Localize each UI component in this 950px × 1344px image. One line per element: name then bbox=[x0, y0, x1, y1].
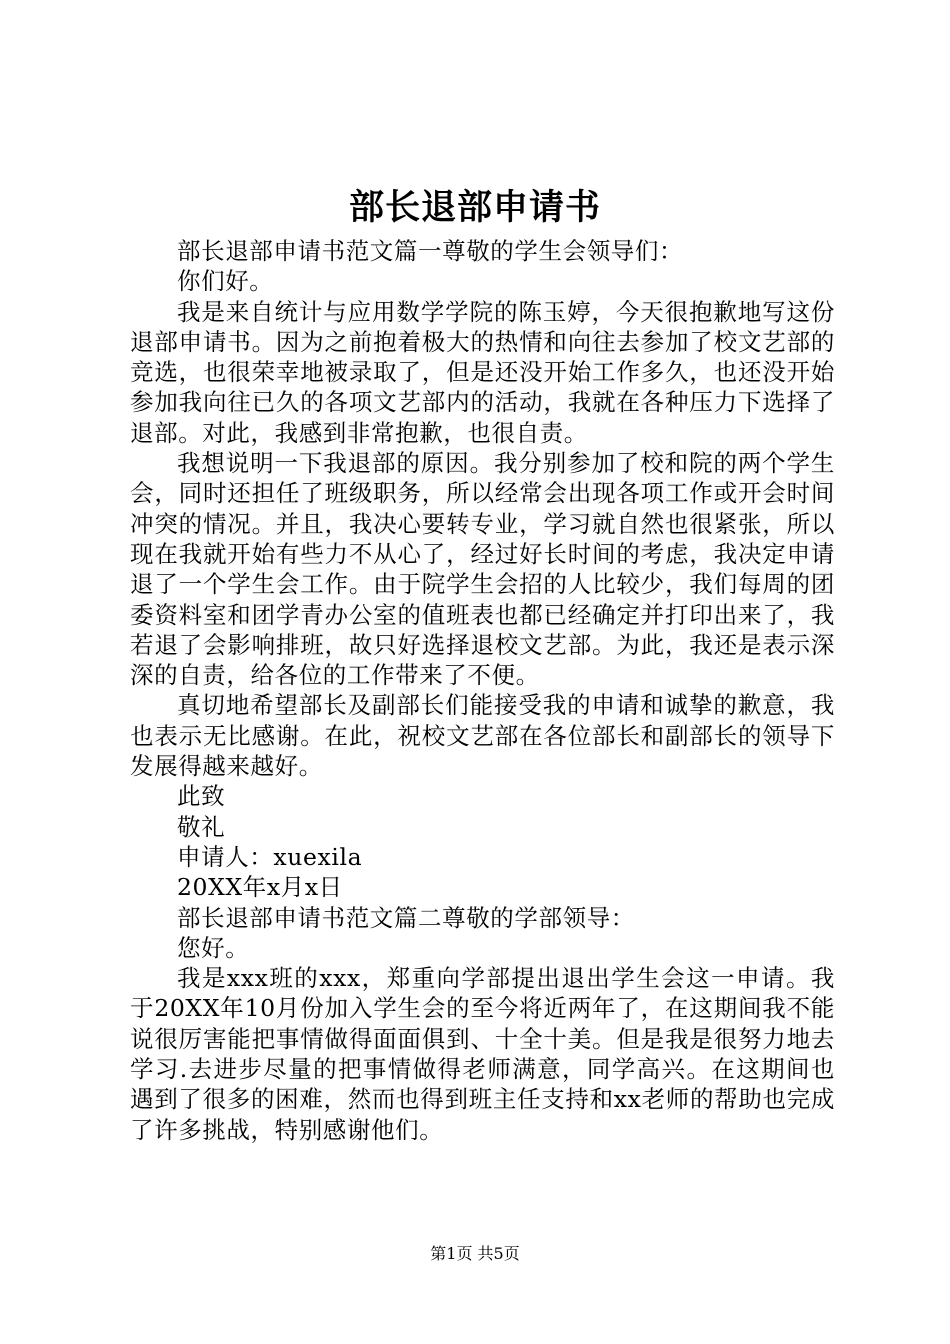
paragraph-applicant: 申请人：xuexila bbox=[177, 842, 363, 871]
paragraph-second-letter: 我是xxx班的xxx，郑重向学部提出退出学生会这一申请。我于20XX年10月份加入学生会的至今将近两年了，在这期间我不能说很厉害能把事情做得面面俱到、十全十美。但是我是很努力地去学习.去进步尽量的把事情做得老师满意，同学高兴。在这期间也遇到了很多的困难，然而也得到班主任支持和xx老师的帮助也完成了许多挑战，特别感谢他们。 bbox=[130, 964, 835, 1144]
paragraph-introduction: 我是来自统计与应用数学学院的陈玉婷，今天很抱歉地写这份退部申请书。因为之前抱着极大的热情和向往去参加了校文艺部的竞选，也很荣幸地被录取了，但是还没开始工作多久，也还没开始参加我向往已久的各项文艺部内的活动，我就在各种压力下选择了退部。对此，我感到非常抱歉，也很自责。 bbox=[130, 297, 835, 447]
paragraph-closing-cizhi: 此致 bbox=[177, 782, 226, 811]
paragraph-greeting-1: 你们好。 bbox=[177, 267, 274, 296]
paragraph-greeting-2: 您好。 bbox=[177, 933, 250, 962]
document-title: 部长退部申请书 bbox=[348, 187, 601, 228]
paragraph-salutation-2: 部长退部申请书范文篇二尊敬的学部领导： bbox=[177, 903, 635, 932]
document-body bbox=[130, 236, 835, 1145]
paragraph-wishes: 真切地希望部长及副部长们能接受我的申请和诚挚的歉意，我也表示无比感谢。在此，祝校文艺部在各位部长和副部长的领导下发展得越来越好。 bbox=[130, 691, 835, 781]
paragraph-salutation-1: 部长退部申请书范文篇一尊敬的学生会领导们： bbox=[177, 237, 684, 265]
paragraph-reasons: 我想说明一下我退部的原因。我分别参加了校和院的两个学生会，同时还担任了班级职务，所以经常会出现各项工作或开会时间冲突的情况。并且，我决心要转专业，学习就自然也很紧张，所以现在我就开始有些力不从心了，经过好长时间的考虑，我决定申请退了一个学生会工作。由于院学生会招的人比较少，我们每周的团委资料室和团学青办公室的值班表也都已经确定并打印出来了，我若退了会影响排班，故只好选择退校文艺部。为此，我还是表示深深的自责，给各位的工作带来了不便。 bbox=[130, 449, 835, 690]
paragraph-closing-jingli: 敬礼 bbox=[177, 812, 226, 841]
paragraph-date: 20XX年x月x日 bbox=[177, 873, 343, 902]
page-number-footer: 第1页 共5页 bbox=[430, 1244, 520, 1263]
